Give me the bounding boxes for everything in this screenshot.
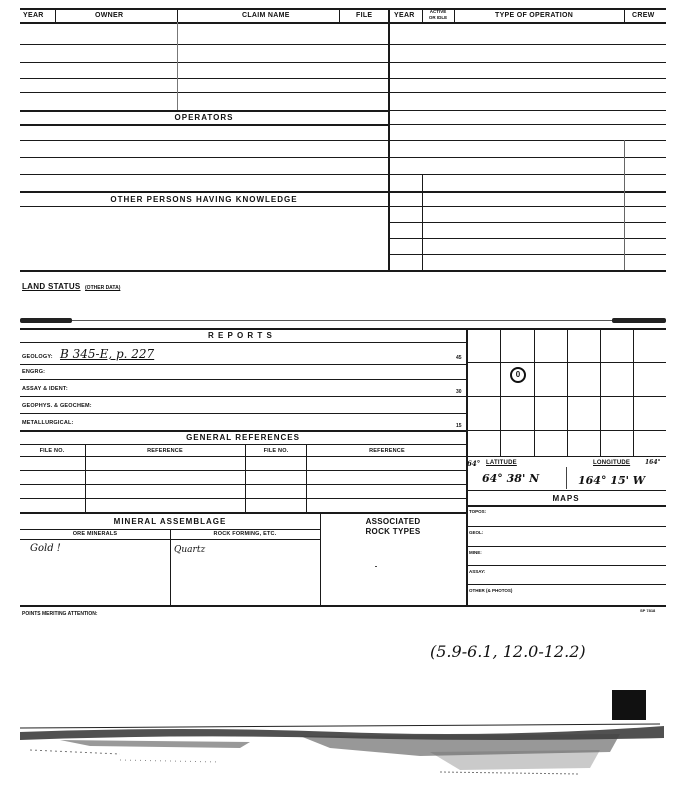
latitude-label: LATITUDE <box>486 460 517 466</box>
scan-noise-band <box>0 712 678 782</box>
associated-rock-types-2: ROCK TYPES <box>365 527 421 536</box>
maps-assay: ASSAY: <box>469 569 486 574</box>
ref-col-reference-1: REFERENCE <box>147 448 183 454</box>
report-label-geology: GEOLOGY: <box>22 354 53 360</box>
handwritten-note: (5.9-6.1, 12.0-12.2) <box>430 642 586 661</box>
circle-mark-text: 0 <box>515 370 521 379</box>
report-label-engrg: ENGRG: <box>22 369 46 375</box>
col-header-year: YEAR <box>23 12 44 19</box>
land-status <box>22 276 120 294</box>
ref-col-file-no-1: FILE NO. <box>39 448 65 454</box>
long-suffix: 164° <box>645 459 661 466</box>
col-header-active-2: OR IDLE <box>428 15 448 20</box>
latitude-value: 64° 38' N <box>482 472 540 485</box>
land-status-label: LAND STATUS <box>22 282 81 291</box>
maps-topos: TOPOS: <box>469 509 487 514</box>
col-header-owner: OWNER <box>95 12 124 19</box>
location-circle-mark <box>510 367 526 383</box>
other-persons-title: OTHER PERSONS HAVING KNOWLEDGE <box>110 195 298 204</box>
grid-number-30: 30 <box>456 389 462 395</box>
lat-prefix: 64° <box>467 459 481 468</box>
grid-number-45: 45 <box>456 355 462 361</box>
report-label-assay: ASSAY & IDENT: <box>22 386 68 392</box>
longitude-value: 164° 15' W <box>578 474 646 487</box>
longitude-label: LONGITUDE <box>593 460 631 466</box>
ref-col-file-no-2: FILE NO. <box>263 448 289 454</box>
maps-other: OTHER (& PHOTOS) <box>469 588 513 593</box>
report-label-metallurgical: METALLURGICAL: <box>22 420 74 426</box>
col-header-active-1: ACTIVE <box>429 9 447 14</box>
col-header-claim-name: CLAIM NAME <box>242 12 290 19</box>
maps-title: MAPS <box>552 494 580 503</box>
maps-mine: MINE: <box>469 550 482 555</box>
separator-band <box>20 318 72 323</box>
land-status-sub: (OTHER DATA) <box>85 285 121 291</box>
associated-rock-types-1: ASSOCIATED <box>365 517 421 526</box>
grid-number-15: 15 <box>456 423 462 429</box>
operators-title: OPERATORS <box>174 113 234 122</box>
mineral-assemblage-title: MINERAL ASSEMBLAGE <box>113 517 227 526</box>
points-meriting-attention: POINTS MERITING ATTENTION: <box>22 611 98 617</box>
col-rock-forming: ROCK FORMING, ETC. <box>213 531 277 537</box>
report-value-geology: B 345-E, p. 227 <box>60 347 155 361</box>
col-header-year-2: YEAR <box>394 12 415 19</box>
maps-geol: GEOL: <box>469 530 484 535</box>
col-header-type-of-operation: TYPE OF OPERATION <box>495 12 574 19</box>
general-references-title: GENERAL REFERENCES <box>186 433 300 442</box>
col-header-file: FILE <box>356 12 373 19</box>
ore-minerals-value: Gold ! <box>30 543 61 554</box>
rock-forming-value: Quartz <box>174 545 206 555</box>
ref-col-reference-2: REFERENCE <box>369 448 405 454</box>
col-header-crew: CREW <box>632 12 655 19</box>
report-label-geophys: GEOPHYS. & GEOCHEM: <box>22 403 92 409</box>
reports-title: R E P O R T S <box>208 331 273 340</box>
col-ore-minerals: ORE MINERALS <box>72 531 118 537</box>
form-code: SP 7818 <box>640 608 656 613</box>
